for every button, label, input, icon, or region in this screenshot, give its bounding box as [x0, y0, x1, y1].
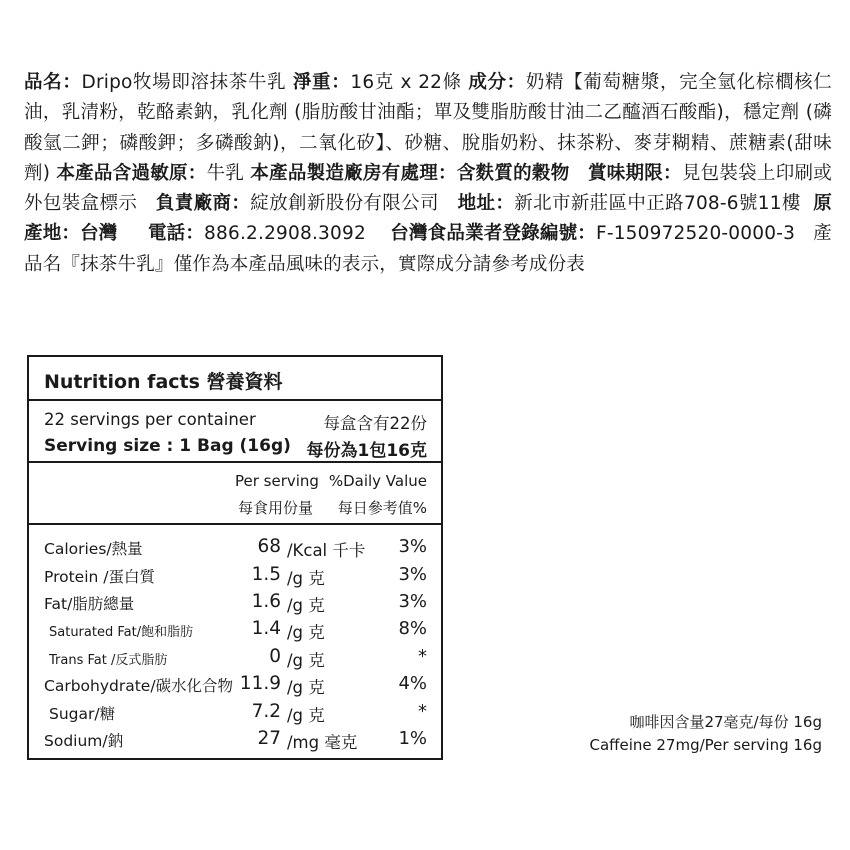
nutrient-amount: 27	[257, 728, 281, 749]
divider	[29, 523, 441, 525]
nutrient-daily-value: 3%	[398, 591, 427, 612]
nutrient-row	[29, 592, 441, 619]
manufacturer-label: 負責廠商：	[155, 193, 251, 215]
nutrient-unit: /g 克	[287, 569, 325, 588]
col-per-serving-zh: 每食用份量	[238, 499, 314, 517]
nutrition-title: Nutrition facts 營養資料	[44, 371, 283, 393]
product-name-label: 品名：	[24, 72, 82, 93]
nutrient-name: Fat/脂肪總量	[44, 595, 135, 613]
facility-label: 本產品製造廠房有處理：	[250, 162, 457, 184]
nutrient-name: Protein /蛋白質	[44, 568, 155, 586]
best-before: 見包裝袋上印刷或外包裝盒標示	[24, 162, 832, 215]
nutrient-amount: 1.4	[251, 618, 281, 639]
origin-label: 原產地：台灣	[24, 193, 832, 245]
nutrient-daily-value: 3%	[398, 536, 427, 557]
address: 新北市新莊區中正路708-6號11樓	[514, 193, 801, 215]
nutrient-amount: 1.5	[251, 564, 281, 585]
nutrient-unit: /g 克	[287, 623, 325, 642]
nutrient-name: Calories/熱量	[44, 540, 143, 558]
nutrient-row	[29, 702, 441, 729]
nutrient-amount: 11.9	[239, 673, 281, 694]
flavor-disclaimer: 產品名『抹茶牛乳』僅作為本產品風味的表示，實際成分請參考成份表	[24, 223, 832, 275]
divider	[29, 461, 441, 463]
phone-label: 電話：	[147, 223, 205, 245]
nutrient-amount: 1.6	[251, 591, 281, 612]
serving-size-zh: 每份為1包16克	[306, 441, 427, 461]
nutrient-name: Sodium/鈉	[44, 732, 124, 750]
ingredients-label: 成分：	[468, 72, 526, 93]
nutrient-amount: 7.2	[251, 701, 281, 722]
manufacturer: 綻放創新股份有限公司	[250, 193, 439, 215]
net-weight: 16克 x 22條	[350, 72, 462, 93]
address-label: 地址：	[457, 193, 515, 215]
nutrient-row	[29, 619, 441, 646]
nutrient-unit: /mg 毫克	[287, 733, 358, 752]
col-daily-value: %Daily Value	[328, 472, 427, 490]
nutrient-name: Saturated Fat/飽和脂肪	[49, 625, 194, 640]
nutrient-row	[29, 647, 441, 674]
nutrient-unit: /g 克	[287, 651, 325, 670]
nutrient-unit: /g 克	[287, 678, 325, 697]
registration-label: 台灣食品業者登錄編號：	[390, 223, 596, 245]
caffeine-zh: 咖啡因含量27毫克/每份 16g	[629, 713, 822, 731]
nutrient-daily-value: *	[418, 646, 427, 667]
caffeine-note	[589, 711, 822, 757]
servings-per-container: 22 servings per container	[44, 410, 256, 429]
nutrient-daily-value: 8%	[398, 618, 427, 639]
nutrient-unit: /g 克	[287, 706, 325, 725]
nutrient-unit: /g 克	[287, 596, 325, 615]
allergen-label: 本產品含過敏原：	[56, 162, 207, 184]
serving-size: Serving size : 1 Bag (16g)	[44, 436, 291, 456]
col-per-serving: Per serving	[235, 472, 319, 490]
nutrient-amount: 0	[269, 646, 281, 667]
servings-per-container-zh: 每盒含有22份	[323, 414, 427, 433]
nutrient-row	[29, 729, 441, 756]
nutrient-name: Carbohydrate/碳水化合物	[44, 677, 234, 695]
nutrient-daily-value: 1%	[398, 728, 427, 749]
nutrient-unit: /Kcal 千卡	[287, 541, 366, 560]
nutrient-row	[29, 565, 441, 592]
nutrient-name: Sugar/糖	[49, 705, 116, 723]
product-name: Dripo牧場即溶抹茶牛乳	[81, 72, 287, 93]
net-weight-label: 淨重：	[292, 72, 351, 93]
ingredients-statement	[24, 68, 832, 280]
divider	[29, 399, 441, 401]
nutrient-daily-value: 4%	[398, 673, 427, 694]
nutrition-facts-panel	[27, 355, 443, 760]
allergen: 牛乳	[206, 162, 245, 184]
nutrient-daily-value: 3%	[398, 564, 427, 585]
nutrient-amount: 68	[257, 536, 281, 557]
caffeine-en: Caffeine 27mg/Per serving 16g	[589, 736, 822, 754]
nutrient-daily-value: *	[418, 701, 427, 722]
ingredients-list: 奶精【葡萄糖漿，完全氫化棕櫚核仁油，乳清粉，乾酪素鈉，乳化劑 (脂肪酸甘油酯；單及雙脂肪酸甘油二乙醯酒石酸酯)，穩定劑 (磷酸氫二鉀；磷酸鉀；多磷酸鈉)，二氧化矽】、砂糖、脫脂奶粉、抹茶粉、麥芽糊精、蔗糖素(甜味劑)	[24, 72, 832, 184]
col-daily-value-zh: 每日參考值%	[337, 499, 427, 517]
best-before-label: 賞味期限：	[587, 162, 682, 184]
phone: 886.2.2908.3092	[204, 223, 366, 245]
nutrient-row	[29, 537, 441, 564]
facility: 含麩質的穀物	[456, 162, 570, 184]
nutrient-row	[29, 674, 441, 701]
nutrient-name: Trans Fat /反式脂肪	[49, 653, 168, 668]
registration-number: F-150972520-0000-3	[595, 223, 796, 245]
